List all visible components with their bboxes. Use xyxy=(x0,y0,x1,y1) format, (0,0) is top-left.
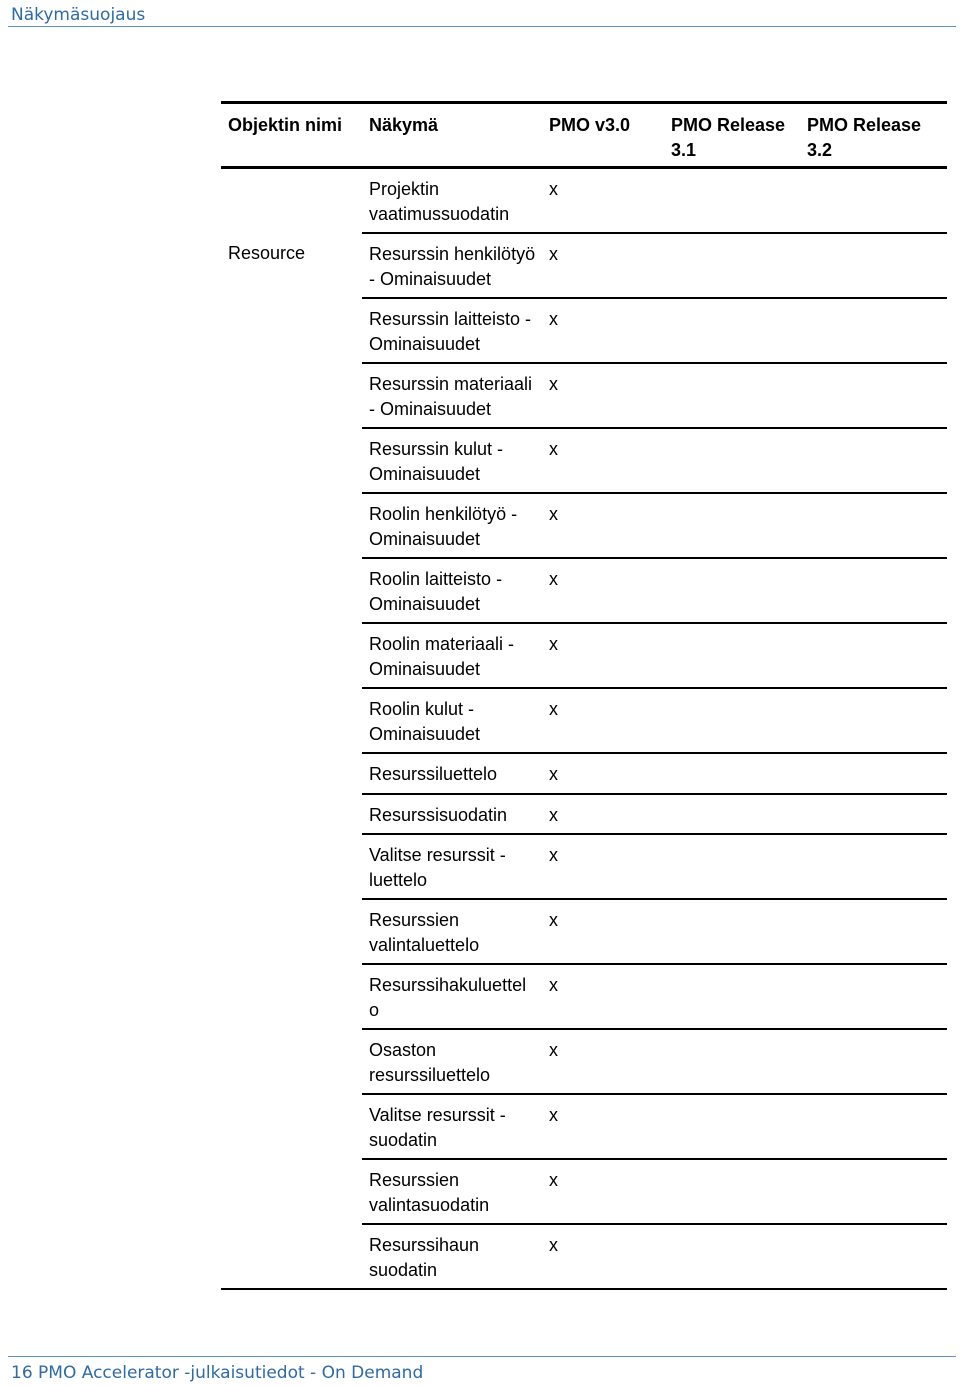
table-row xyxy=(221,964,947,1029)
r32-cell xyxy=(800,168,947,234)
table-row xyxy=(221,298,947,363)
r31-cell xyxy=(664,794,800,835)
view-cell: Resurssisuodatin xyxy=(362,794,542,835)
r32-cell xyxy=(800,233,947,298)
r31-cell xyxy=(664,558,800,623)
object-cell xyxy=(221,834,362,899)
column-header-view: Näkymä xyxy=(362,103,542,168)
object-cell xyxy=(221,298,362,363)
view-cell: Resurssiluettelo xyxy=(362,753,542,794)
table-row xyxy=(221,558,947,623)
r32-cell xyxy=(800,363,947,428)
column-header-object-name: Objektin nimi xyxy=(221,103,362,168)
r32-cell xyxy=(800,964,947,1029)
page-footer xyxy=(8,1356,956,1386)
table-row xyxy=(221,1224,947,1289)
object-cell xyxy=(221,168,362,234)
v30-cell: x xyxy=(542,623,664,688)
table-row xyxy=(221,1159,947,1224)
table-row xyxy=(221,753,947,794)
r31-cell xyxy=(664,1029,800,1094)
r31-cell xyxy=(664,964,800,1029)
r31-cell xyxy=(664,363,800,428)
table-row xyxy=(221,1029,947,1094)
r32-cell xyxy=(800,623,947,688)
v30-cell: x xyxy=(542,558,664,623)
object-cell xyxy=(221,964,362,1029)
r31-cell xyxy=(664,1159,800,1224)
r31-cell xyxy=(664,688,800,753)
table-row xyxy=(221,623,947,688)
table-row xyxy=(221,493,947,558)
table-row xyxy=(221,233,947,298)
r31-cell xyxy=(664,233,800,298)
v30-cell: x xyxy=(542,168,664,234)
column-header-pmo-v30: PMO v3.0 xyxy=(542,103,664,168)
object-cell xyxy=(221,1224,362,1289)
column-header-pmo-release-31: PMO Release 3.1 xyxy=(664,103,800,168)
r32-cell xyxy=(800,1094,947,1159)
r32-cell xyxy=(800,1029,947,1094)
view-cell: Roolin henkilötyö - Ominaisuudet xyxy=(362,493,542,558)
table-row xyxy=(221,688,947,753)
r32-cell xyxy=(800,688,947,753)
r31-cell xyxy=(664,298,800,363)
object-cell xyxy=(221,688,362,753)
table-row xyxy=(221,363,947,428)
table-row xyxy=(221,1094,947,1159)
view-cell: Valitse resurssit -suodatin xyxy=(362,1094,542,1159)
view-cell: Resurssin laitteisto - Ominaisuudet xyxy=(362,298,542,363)
table-row xyxy=(221,794,947,835)
object-cell xyxy=(221,753,362,794)
view-cell: Resurssihakuluettelo xyxy=(362,964,542,1029)
v30-cell: x xyxy=(542,1029,664,1094)
table-header-row xyxy=(221,103,947,168)
view-cell: Projektin vaatimussuodatin xyxy=(362,168,542,234)
r32-cell xyxy=(800,794,947,835)
r32-cell xyxy=(800,1224,947,1289)
view-cell: Resurssin materiaali - Ominaisuudet xyxy=(362,363,542,428)
v30-cell: x xyxy=(542,834,664,899)
r32-cell xyxy=(800,899,947,964)
object-cell xyxy=(221,1159,362,1224)
r31-cell xyxy=(664,623,800,688)
view-cell: Resurssin kulut - Ominaisuudet xyxy=(362,428,542,493)
table-row xyxy=(221,899,947,964)
v30-cell: x xyxy=(542,428,664,493)
v30-cell: x xyxy=(542,964,664,1029)
r32-cell xyxy=(800,558,947,623)
page-footer-text: 16 PMO Accelerator -julkaisutiedot - On Demand xyxy=(11,1363,424,1383)
r32-cell xyxy=(800,298,947,363)
r31-cell xyxy=(664,493,800,558)
v30-cell: x xyxy=(542,753,664,794)
object-cell xyxy=(221,558,362,623)
view-cell: Resurssihaun suodatin xyxy=(362,1224,542,1289)
v30-cell: x xyxy=(542,493,664,558)
r32-cell xyxy=(800,1159,947,1224)
object-cell xyxy=(221,794,362,835)
v30-cell: x xyxy=(542,899,664,964)
page-header-title: Näkymäsuojaus xyxy=(11,5,146,25)
r32-cell xyxy=(800,493,947,558)
object-cell xyxy=(221,899,362,964)
r31-cell xyxy=(664,753,800,794)
r31-cell xyxy=(664,899,800,964)
v30-cell: x xyxy=(542,688,664,753)
page-header xyxy=(8,4,956,27)
view-cell: Resurssien valintasuodatin xyxy=(362,1159,542,1224)
r31-cell xyxy=(664,1224,800,1289)
view-cell: Osaston resurssiluettelo xyxy=(362,1029,542,1094)
table-row xyxy=(221,168,947,234)
view-cell: Resurssin henkilötyö - Ominaisuudet xyxy=(362,233,542,298)
view-cell: Roolin kulut - Ominaisuudet xyxy=(362,688,542,753)
v30-cell: x xyxy=(542,363,664,428)
r32-cell xyxy=(800,753,947,794)
v30-cell: x xyxy=(542,1159,664,1224)
view-cell: Roolin materiaali - Ominaisuudet xyxy=(362,623,542,688)
object-cell xyxy=(221,428,362,493)
view-cell: Resurssien valintaluettelo xyxy=(362,899,542,964)
object-cell xyxy=(221,623,362,688)
column-header-pmo-release-32: PMO Release 3.2 xyxy=(800,103,947,168)
table-row xyxy=(221,834,947,899)
v30-cell: x xyxy=(542,794,664,835)
object-cell xyxy=(221,1029,362,1094)
view-cell: Valitse resurssit -luettelo xyxy=(362,834,542,899)
r31-cell xyxy=(664,1094,800,1159)
r31-cell xyxy=(664,834,800,899)
v30-cell: x xyxy=(542,1094,664,1159)
object-cell xyxy=(221,493,362,558)
table-row xyxy=(221,428,947,493)
object-cell xyxy=(221,363,362,428)
object-cell: Resource xyxy=(228,243,306,263)
r31-cell xyxy=(664,428,800,493)
v30-cell: x xyxy=(542,233,664,298)
v30-cell: x xyxy=(542,1224,664,1289)
r31-cell xyxy=(664,168,800,234)
object-cell xyxy=(221,1094,362,1159)
v30-cell: x xyxy=(542,298,664,363)
view-cell: Roolin laitteisto - Ominaisuudet xyxy=(362,558,542,623)
view-protection-table xyxy=(221,101,947,1290)
r32-cell xyxy=(800,428,947,493)
r32-cell xyxy=(800,834,947,899)
